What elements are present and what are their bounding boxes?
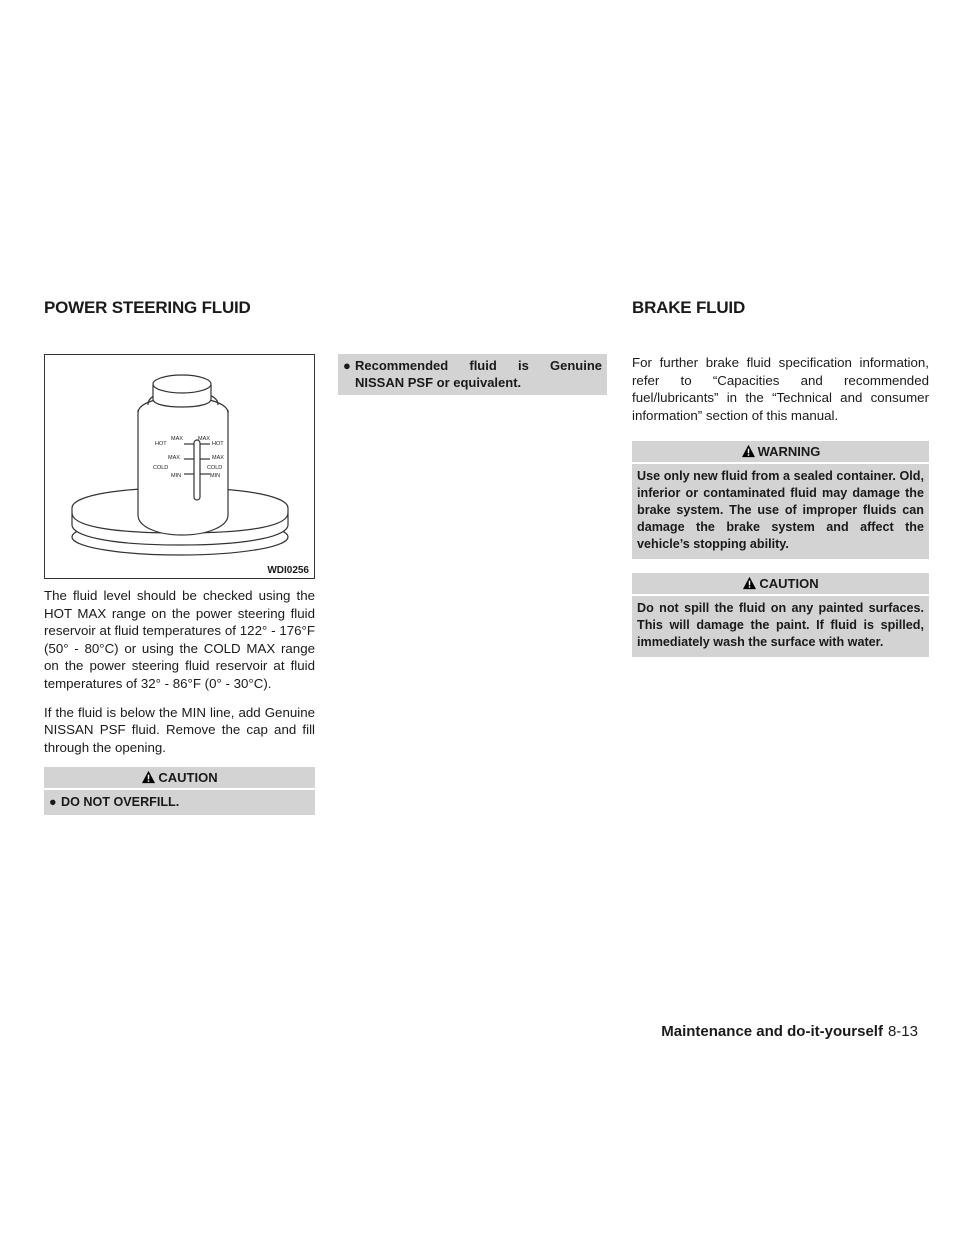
caution-triangle-icon xyxy=(141,770,156,784)
warning-box-brake-fluid xyxy=(632,441,929,559)
column-power-steering-1 xyxy=(44,354,315,815)
label-max-left: MAX xyxy=(168,455,180,461)
label-min-right: MIN xyxy=(210,473,221,479)
power-steering-paragraph-1: The fluid level should be checked using the HOT MAX range on the power steering fluid reservoir at fluid temperatures of 122° - 176°F (50° - 80°C) or using the COLD MAX range on the power steering fluid reservoir at fluid temperatures of 32° - 86°F (0° - 30°C). xyxy=(44,588,315,691)
power-steering-paragraph-2: If the fluid is below the MIN line, add Genuine NISSAN PSF fluid. Remove the cap and fill through the opening. xyxy=(44,704,315,755)
reservoir-figure xyxy=(44,354,315,579)
footer-page-number: 8-13 xyxy=(887,1023,918,1040)
caution-header-brake xyxy=(632,573,929,594)
caution-title-brake: CAUTION xyxy=(759,576,819,592)
warning-header xyxy=(632,441,929,462)
section-heading-brake-fluid: BRAKE FLUID xyxy=(632,298,746,317)
bullet-icon: ● xyxy=(343,358,351,373)
bullet-icon: ● xyxy=(49,795,57,810)
caution-box-power-steering xyxy=(44,767,315,815)
reservoir-illustration xyxy=(45,355,314,578)
label-max-left-top: MAX xyxy=(171,436,183,442)
figure-code: WDI0256 xyxy=(267,565,309,576)
warning-triangle-icon xyxy=(741,444,756,458)
column-brake-fluid xyxy=(632,354,929,657)
label-min-left: MIN xyxy=(171,473,182,479)
label-hot-right: HOT xyxy=(212,441,224,447)
brake-fluid-intro: For further brake fluid specification information, refer to “Capacities and recommended fuel/lubricants” in the “Technical and consumer information” section of this manual. xyxy=(632,355,929,423)
label-max-right: MAX xyxy=(212,455,224,461)
label-cold-right: COLD xyxy=(207,465,223,471)
caution-text-brake: Do not spill the fluid on any painted surfaces. This will damage the paint. If fluid is spilled, immediately wash the surface with water. xyxy=(632,596,929,657)
label-hot-left: HOT xyxy=(155,441,167,447)
column-power-steering-2 xyxy=(338,354,607,395)
warning-title: WARNING xyxy=(757,444,821,460)
warning-text: Use only new fluid from a sealed container. Old, inferior or contaminated fluid may damage the brake system. The use of improper fluids can damage the brake system and affect the vehicle’s stopping ability. xyxy=(632,464,929,559)
recommended-fluid-note xyxy=(338,354,607,395)
footer-section-name: Maintenance and do-it-yourself xyxy=(661,1023,883,1040)
label-max-right-top: MAX xyxy=(198,436,210,442)
section-heading-power-steering: POWER STEERING FLUID xyxy=(44,298,251,317)
caution-box-brake-fluid xyxy=(632,573,929,657)
caution-triangle-icon xyxy=(742,576,757,590)
caution-item xyxy=(44,790,315,815)
label-cold-left: COLD xyxy=(153,465,169,471)
recommended-fluid-text: Recommended fluid is Genuine NISSAN PSF or equivalent. xyxy=(355,358,602,390)
caution-header xyxy=(44,767,315,788)
caution-title: CAUTION xyxy=(158,770,218,786)
page-footer xyxy=(661,1023,918,1040)
caution-bullet-text: DO NOT OVERFILL. xyxy=(61,795,180,810)
